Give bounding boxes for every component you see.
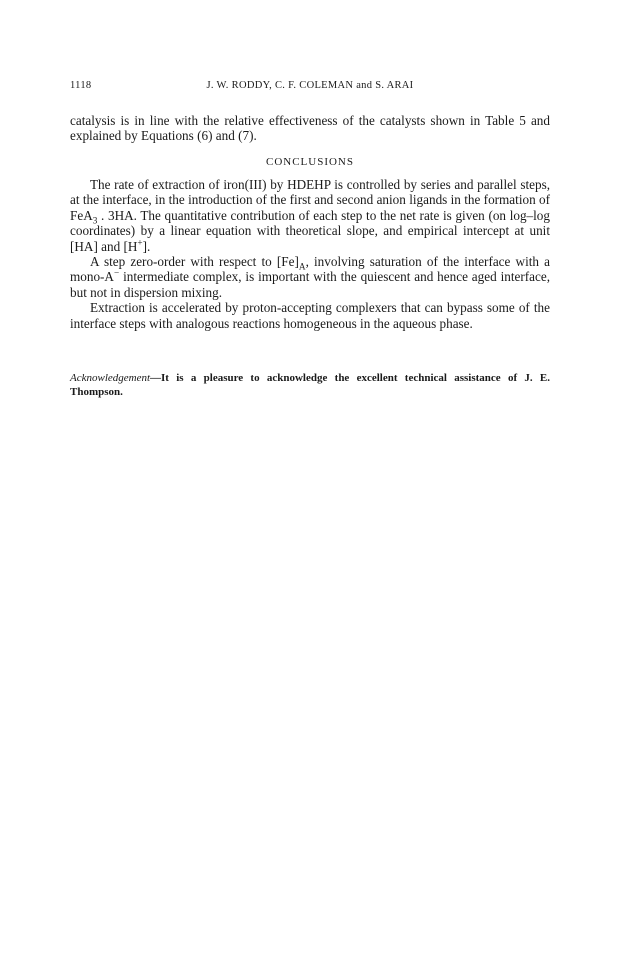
acknowledgement — [70, 372, 550, 399]
acknowledgement-text: —It is a pleasure to acknowledge the excellent technical assistance of J. E. Thompson. — [70, 372, 550, 398]
page-header — [70, 80, 550, 94]
p1-text-c: ]. — [142, 238, 151, 254]
page-number: 1118 — [70, 80, 92, 91]
conclusions-paragraph-1 — [70, 177, 550, 254]
conclusions-section — [70, 177, 550, 331]
p1-text-a: The rate of extraction of iron(III) by HDEHP is controlled by series and parallel steps, at the interface, in the introduction of the first and second anion ligands in the formation of FeA — [70, 177, 550, 223]
conclusions-paragraph-2 — [70, 254, 550, 300]
conclusions-paragraph-3: Extraction is accelerated by proton-accepting complexers that can bypass some of the interface steps with analogous reactions homogeneous in the aqueous phase. — [70, 300, 550, 331]
p1-subscript: 3 — [92, 215, 98, 226]
acknowledgement-label: Acknowledgement — [70, 372, 151, 384]
p2-subscript: A — [298, 261, 306, 272]
p2-superscript: − — [113, 268, 120, 279]
p2-text-c: intermediate complex, is important with the quiescent and hence aged interface, but not in dispersion mixing. — [70, 269, 550, 300]
continued-paragraph — [70, 113, 550, 144]
running-head-authors: J. W. RODDY, C. F. COLEMAN and S. ARAI — [206, 80, 414, 91]
lead-paragraph-text: catalysis is in line with the relative effectiveness of the catalysts shown in Table 5 and explained by Equations (6) and (7). — [70, 113, 550, 144]
section-heading-conclusions: CONCLUSIONS — [265, 156, 354, 168]
p2-text-b: , involving saturation of the interface with a mono-A — [70, 254, 550, 285]
p1-text-b: . 3HA. The quantitative contribution of each step to the net rate is given (on log–log coordinates) by a linear equation with theoretical slope, and empirical intercept at unit [HA] and [H — [70, 207, 550, 254]
p2-text-a: A step zero-order with respect to [Fe] — [90, 254, 299, 270]
p1-superscript: + — [137, 237, 143, 248]
